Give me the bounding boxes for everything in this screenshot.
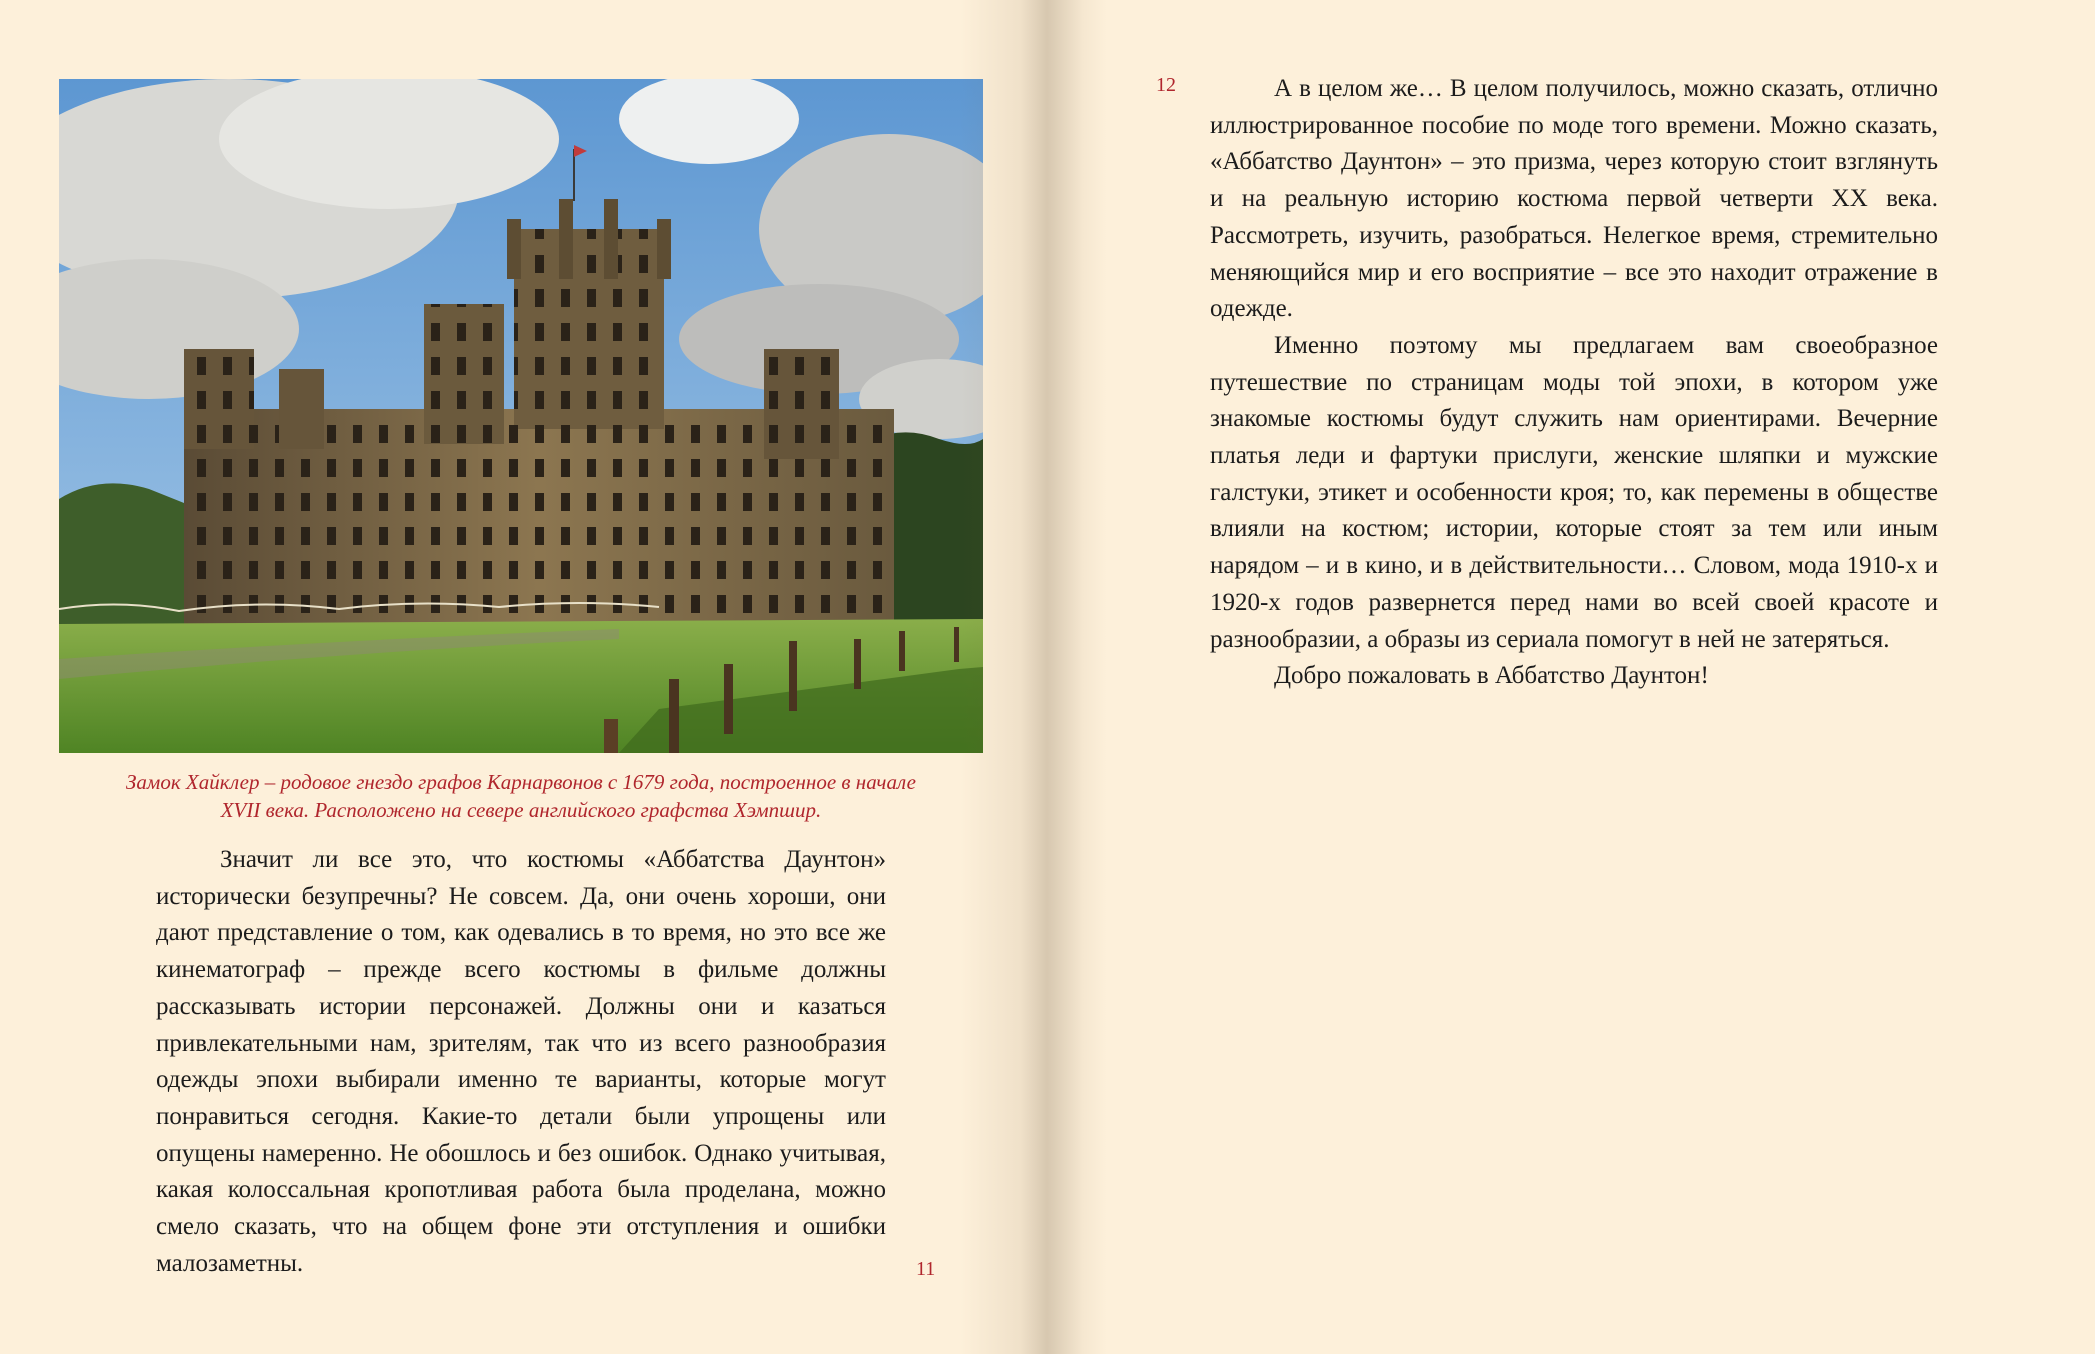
- castle-photo: [59, 79, 983, 753]
- right-paragraph-3: Добро пожаловать в Аббатство Даунтон!: [1274, 662, 1709, 690]
- right-page-text: [1210, 71, 1938, 695]
- gutter-shadow-right: [1047, 0, 1107, 1354]
- caption-line-2: XVII века. Расположено на севере английского графства Хэмпшир.: [220, 798, 822, 822]
- photo-caption: [59, 768, 983, 824]
- page-number-left: 11: [916, 1258, 936, 1280]
- right-paragraph-2: Именно поэтому мы предлагаем вам своеобразное путешествие по страницам моды той эпохи, в котором уже знакомые костюмы будут служить нам ориентирами. Вечерние платья леди и фартуки прислуги, женские шляпки и мужские галстуки, этикет и особенности кроя; то, как перемены в обществе влияли на костюм; истории, которые стоят за тем или иным нарядом – и в кино, и в действительности… Словом, мода 1910-х и 1920-х годов развернется перед нами во всей своей красоте и разнообразии, а образы из сериала помогут в ней не затеряться.: [1210, 331, 1938, 653]
- caption-line-1: Замок Хайклер – родовое гнездо графов Карнарвонов с 1679 года, построенное в начале: [126, 770, 916, 794]
- left-paragraph: Значит ли все это, что костюмы «Аббатства Даунтон» исторически безупречны? Не совсем. Да, они очень хороши, они дают представление о том, как одевались в то время, но это все же кинематограф – прежде всего костюмы в фильме должны рассказывать истории персонажей. Должны они и казаться привлекательными нам, зрителям, так что из всего разнообразия одежды эпохи выбирали именно те варианты, которые могут понравиться сегодня. Какие-то детали были упрощены или опущены намеренно. Не обошлось и без ошибок. Однако учитывая, какая колоссальная кропотливая работа была проделана, можно смело сказать, что на общем фоне эти отступления и ошибки малозаметны.: [156, 846, 886, 1277]
- right-paragraph-1: А в целом же… В целом получилось, можно сказать, отлично иллюстрированное пособие по моде того времени. Можно сказать, «Аббатство Даунтон» – это призма, через которую стоит взглянуть и на реальную историю костюма первой четверти XX века. Рассмотреть, изучить, разобраться. Нелегкое время, стремительно меняющийся мир и его восприятие – все это находит отражение в одежде.: [1210, 75, 1938, 323]
- left-page-text: [156, 842, 886, 1282]
- left-page: [0, 0, 1047, 1354]
- gutter-shadow-left: [960, 0, 1047, 1354]
- page-number-right: 12: [1156, 74, 1176, 96]
